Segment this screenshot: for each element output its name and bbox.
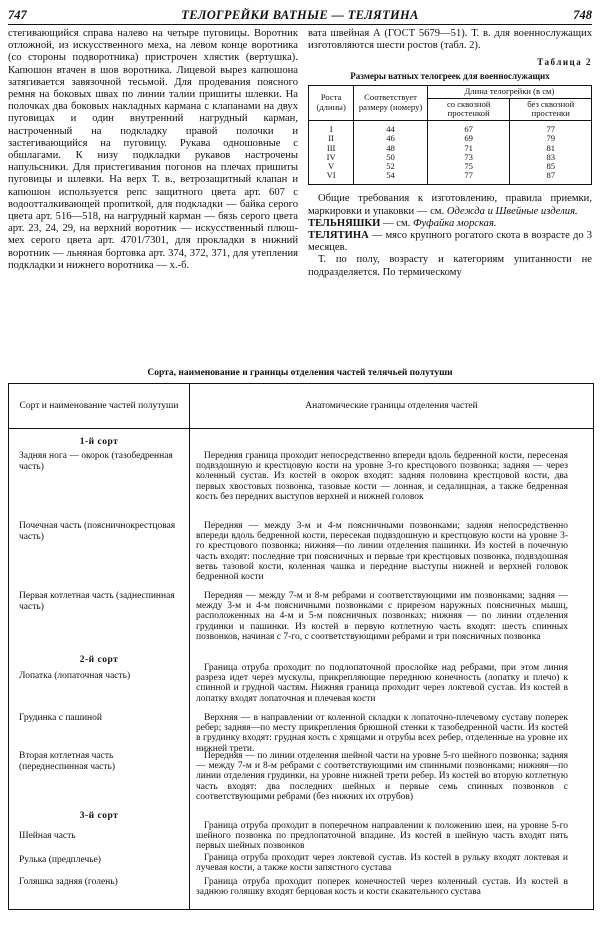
desc-shank-front: Граница отруба проходит через локтевой сустав. Из костей в рульку входят локтевая и лучевая кости, а также кости запястного сустава bbox=[196, 853, 568, 874]
part-neck: Шейная часть bbox=[19, 831, 76, 841]
col-with-seam-header: со сквозной простенкой bbox=[427, 98, 510, 121]
left-page-number: 747 bbox=[8, 8, 27, 22]
right-paragraph-1: вата швейная А (ГОСТ 5679—51). Т. в. для военнослужащих изготовляются шести ростов (табл. 2). bbox=[308, 28, 592, 52]
sort-descriptions-column bbox=[190, 429, 593, 909]
entry-telnyashki: ТЕЛЬНЯШКИ — см. Фуфайка морская. bbox=[308, 217, 497, 229]
col-without-seam-header: без сквозной простенки bbox=[510, 98, 592, 121]
desc-neck: Граница отруба проходит в поперечном направлении к положению шеи, на уровне 5-го шейного позвонка по предлопаточной впадине. Из костей в шейную часть входят пять первых шейных позвонков bbox=[196, 821, 568, 852]
table-caption: Размеры ватных телогреек для военнослужащих bbox=[350, 70, 550, 81]
right-column bbox=[308, 28, 592, 279]
sort-parts-column bbox=[9, 429, 190, 909]
desc-shoulder: Граница отруба проходит по подлопаточной прослойке над ребрами, при этом линия разреза идет через мускулы, прикрепляющие переднюю конечность (лопатку и плечо) к спинной и грудной частям. Нижняя граница проходит через локтевой сустав. Из костей в лопатку входят лопаточная и плечевая кости bbox=[196, 663, 568, 704]
sort-table bbox=[8, 383, 594, 910]
desc-brisket: Верхняя — в направлении от коленной складки к лопаточно-плечевому суставу поперек ребер; задняя—по месту прикрепления брюшной стенки к тазобедренной части. Из костей в грудинку входят: грудная кость с хрящами и отрубы всех ребер, отделенные на уровне их нижней трети. bbox=[196, 713, 568, 754]
left-paragraph: стегивающийся справа налево на четыре пуговицы. Воротник отложной, из искусственного меха, на левом конце воротника (со стороны подворотника) пристрочен хлястик (вертушка). Капюшон втачен в шов воротника. Лицевой вырез капюшона затягивается завязочной тесьмой. Для продевания поясного ремня на боковых швах по линии талии пришиты шлевки. На полочках два боковых накладных кармана с клапанами на двух пуговицах и один внутренний нагрудный карман, настроченный на подкладку правой полочки и застегивающийся на пуговицу. Рукава одношовные с обшлагами. К низу подкладки рукавов настрочены напульсники. Для пристегивания погонов на плечах пришиты пуговицы и шлевки. На верх Т. в., ветрозащитный клапан и капюшон используется репс защитного цвета арт. 607 с водоотталкивающей пропиткой, для подкладки — байка серого цвета арт. 516—518, на нагрудный карман — бязь серого цвета арт. 23, 24, 29, на верхний воротник — искусственный плюш-мех серого цвета арт. 4701/7301, для прокладки в нижний воротник — льняная бортовка арт. 374, 372, 371, для утепления подкладки и нижнего воротника — х.-б. bbox=[8, 28, 298, 271]
height-values: I II III IV V VI bbox=[309, 121, 354, 185]
col-size-header: Соответствует размеру (номеру) bbox=[354, 85, 428, 120]
part-shank-front: Рулька (предплечье) bbox=[19, 855, 101, 865]
part-shoulder: Лопатка (лопаточная часть) bbox=[19, 671, 131, 681]
col-height-header: Роста (длины) bbox=[309, 85, 354, 120]
sort-col-b-header: Анатомические границы отделения частей bbox=[305, 401, 478, 411]
grade-3: 3-й сорт bbox=[79, 811, 119, 821]
right-page-number: 748 bbox=[573, 8, 592, 22]
with-seam-values: 67 69 71 73 75 77 bbox=[427, 121, 510, 185]
sort-table-title: Сорта, наименование и границы отделения частей телячьей полутуши bbox=[147, 368, 453, 378]
grade-2: 2-й сорт bbox=[79, 655, 119, 665]
entry-telyatina: ТЕЛЯТИНА — мясо крупного рогатого скота в возрасте до 3 месяцев. bbox=[308, 230, 592, 254]
part-shank-rear: Голяшка задняя (голень) bbox=[19, 877, 118, 887]
part-rear-leg: Задняя нога — окорок (тазобедренная часть) bbox=[19, 451, 173, 472]
cross-ref-clothing[interactable]: Одежда и Швейные изделия. bbox=[446, 205, 578, 217]
cross-ref-fufaika[interactable]: Фуфайка морская. bbox=[412, 217, 497, 229]
left-column bbox=[8, 28, 298, 272]
page-header bbox=[8, 6, 592, 25]
desc-kidney: Передняя — между 3-м и 4-м поясничными позвонками; задняя непосредственно впереди вдоль бедренной кости, пересекая подвздошную и крестцовую кости на уровне 3-го крестцового позвонка; нижняя—по линии отделения пашинки. Из костей в почечную часть входят: последние три поясничных и первые три крестцовых позвонка, подвздошная ветвь тазовой кости, коленная чашка и передние выступы нижней и верхней головок бедренной кости bbox=[196, 521, 568, 583]
desc-shank-rear: Граница отруба проходит поперек конечностей через коленный сустав. Из костей в заднюю голяшку входят берцовая кость и кости скакательного сустава bbox=[196, 877, 568, 898]
desc-second-cutlet: Передняя — по линии отделения шейной части на уровне 5-го шейного позвонка; задняя — между 7-м и 8-м ребрами с соответствующими им спинными позвонками; нижняя—по линии отделения грудинки, на уровне нижней трети ребер. Из костей во вторую котлетную часть входят: два последних шейных и первые семь спинных позвонков с соответствующими ребрами (без нижних их отрубов) bbox=[196, 751, 568, 802]
term-telyatina: ТЕЛЯТИНА bbox=[308, 230, 369, 242]
running-title: ТЕЛОГРЕЙКИ ВАТНЫЕ — ТЕЛЯТИНА bbox=[181, 8, 419, 22]
right-paragraph-3: Т. по полу, возрасту и категориям упитанности не подразделяется. По термическому bbox=[308, 254, 592, 278]
desc-rear-leg: Передняя граница проходит непосредственно впереди вдоль бедренной кости, пересеная подвздошную и крестцовую кости на уровне 3-го крестцового позвонка; задняя — через коленный сустав. Из костей в окорок входят: задняя половина крестцовой кости, два первых хвостовых позвонка, тазовые кости — лонная, и седалищная, а также бедренная кость без передних выступов верхней и нижней головок bbox=[196, 451, 568, 502]
sizes-table bbox=[308, 85, 592, 186]
right-paragraph-2: Общие требования к изготовлению, правила приемки, маркировки и упаковки — см. Одежда и Швейные изделия. bbox=[308, 193, 592, 217]
part-first-cutlet: Первая котлетная часть (заднеспинная часть) bbox=[19, 591, 175, 612]
term-telnyashki: ТЕЛЬНЯШКИ bbox=[308, 217, 381, 229]
part-second-cutlet: Вторая котлетная часть (переднеспинная часть) bbox=[19, 751, 116, 772]
sort-col-a-header: Сорт и наименование частей полутуши bbox=[9, 384, 190, 428]
desc-first-cutlet: Передняя — между 7-м и 8-м ребрами и соответствующими им позвонками; задняя — между 3-м и 4-м поясничными позвонками с прирезом наружных поясничных мышц, расположенных на 4-м и 5-м поясничных позвонках; нижняя — по линии отделения грудинки и пашинки. Из костей в первую котлетную часть входят: шесть спинных позвонков, начиная с 7-го, с соответствующими ребрами и три поясничных позвонка bbox=[196, 591, 568, 642]
grade-1: 1-й сорт bbox=[79, 437, 119, 447]
without-seam-values: 77 79 81 83 85 87 bbox=[510, 121, 592, 185]
table-label: Таблица 2 bbox=[537, 57, 592, 68]
part-brisket: Грудинка с пашиной bbox=[19, 713, 102, 723]
part-kidney: Почечная часть (поясничнокрестцовая часть) bbox=[19, 521, 176, 542]
size-values: 44 46 48 50 52 54 bbox=[354, 121, 428, 185]
col-length-header: Длина телогрейки (в см) bbox=[427, 85, 591, 98]
